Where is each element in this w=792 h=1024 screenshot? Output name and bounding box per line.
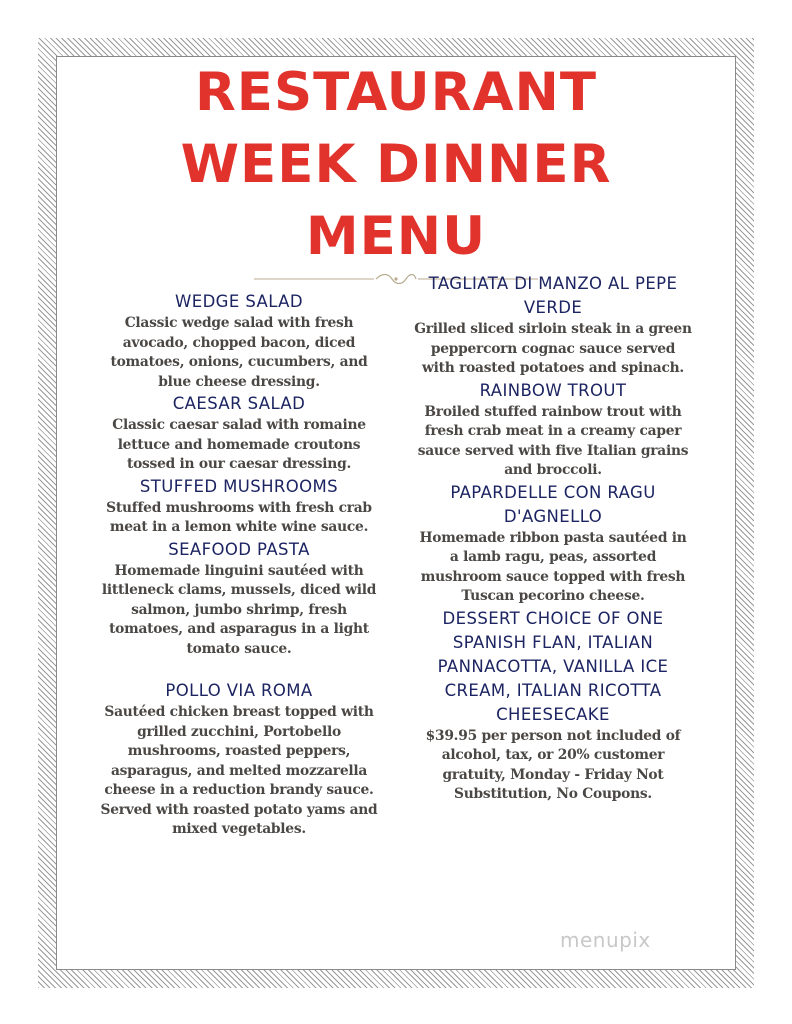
menu-item-papardelle: [414, 481, 692, 607]
menu-item-dessert: [414, 607, 692, 805]
spacer: [100, 659, 378, 679]
right-menu-column: [414, 272, 692, 805]
menu-title-line-1: RESTAURANT: [195, 62, 597, 123]
menu-item-caesar-salad: [100, 392, 378, 475]
item-name: CAESAR SALAD: [172, 394, 306, 413]
left-menu-column: [100, 290, 378, 840]
item-name: TAGLIATA DI MANZO AL PEPE VERDE: [428, 274, 678, 317]
menu-item-tagliata: [414, 272, 692, 379]
menu-item-wedge-salad: [100, 290, 378, 392]
item-description: Classic caesar salad with romaine lettuce and homemade croutons tossed in our caesar dressing.: [112, 417, 366, 472]
menu-title-line-2: WEEK DINNER: [180, 134, 612, 195]
item-name: POLLO VIA ROMA: [165, 681, 313, 700]
item-description: Homemade ribbon pasta sautéed in a lamb ragu, peas, assorted mushroom sauce topped with fresh Tuscan pecorino cheese.: [419, 529, 687, 604]
item-description: Classic wedge salad with fresh avocado, chopped bacon, diced tomatoes, onions, cucumbers, and blue cheese dressing.: [110, 315, 368, 390]
item-name: SEAFOOD PASTA: [168, 539, 310, 559]
menu-item-seafood-pasta: [100, 538, 378, 660]
price-note: $39.95 per person not included of alcohol, tax, or 20% customer gratuity, Monday - Friday Not Substitution, No Coupons.: [425, 727, 681, 802]
item-description: Broiled stuffed rainbow trout with fresh crab meat in a creamy caper sauce served with five Italian grains and broccoli.: [417, 403, 689, 478]
menu-title-line-3: MENU: [305, 206, 487, 267]
menu-item-stuffed-mushrooms: [100, 475, 378, 538]
item-description: Homemade linguini sautéed with littleneck clams, mussels, diced wild salmon, jumbo shrimp, fresh tomatoes, and asparagus in a light tomato sauce.: [101, 562, 377, 657]
watermark: menupix: [560, 928, 651, 952]
menu-item-rainbow-trout: [414, 379, 692, 481]
menu-item-pollo-via-roma: [100, 679, 378, 840]
item-name: DESSERT CHOICE OF ONE SPANISH FLAN, ITALIAN PANNACOTTA, VANILLA ICE CREAM, ITALIAN RICOTTA CHEESECAKE: [437, 608, 669, 724]
item-description: Grilled sliced sirloin steak in a green peppercorn cognac sauce served with roasted potatoes and spinach.: [414, 321, 692, 376]
item-name: WEDGE SALAD: [175, 292, 303, 311]
item-name: STUFFED MUSHROOMS: [139, 476, 339, 496]
item-description: Sautéed chicken breast topped with grilled zucchini, Portobello mushrooms, roasted peppers, asparagus, and melted mozzarella cheese in a reduction brandy sauce. Served with roasted potato yams and mixed vegetables.: [100, 704, 378, 837]
item-name: PAPARDELLE CON RAGU D'AGNELLO: [450, 482, 656, 526]
item-name: RAINBOW TROUT: [479, 380, 627, 400]
item-description: Stuffed mushrooms with fresh crab meat in a lemon white wine sauce.: [106, 499, 372, 535]
